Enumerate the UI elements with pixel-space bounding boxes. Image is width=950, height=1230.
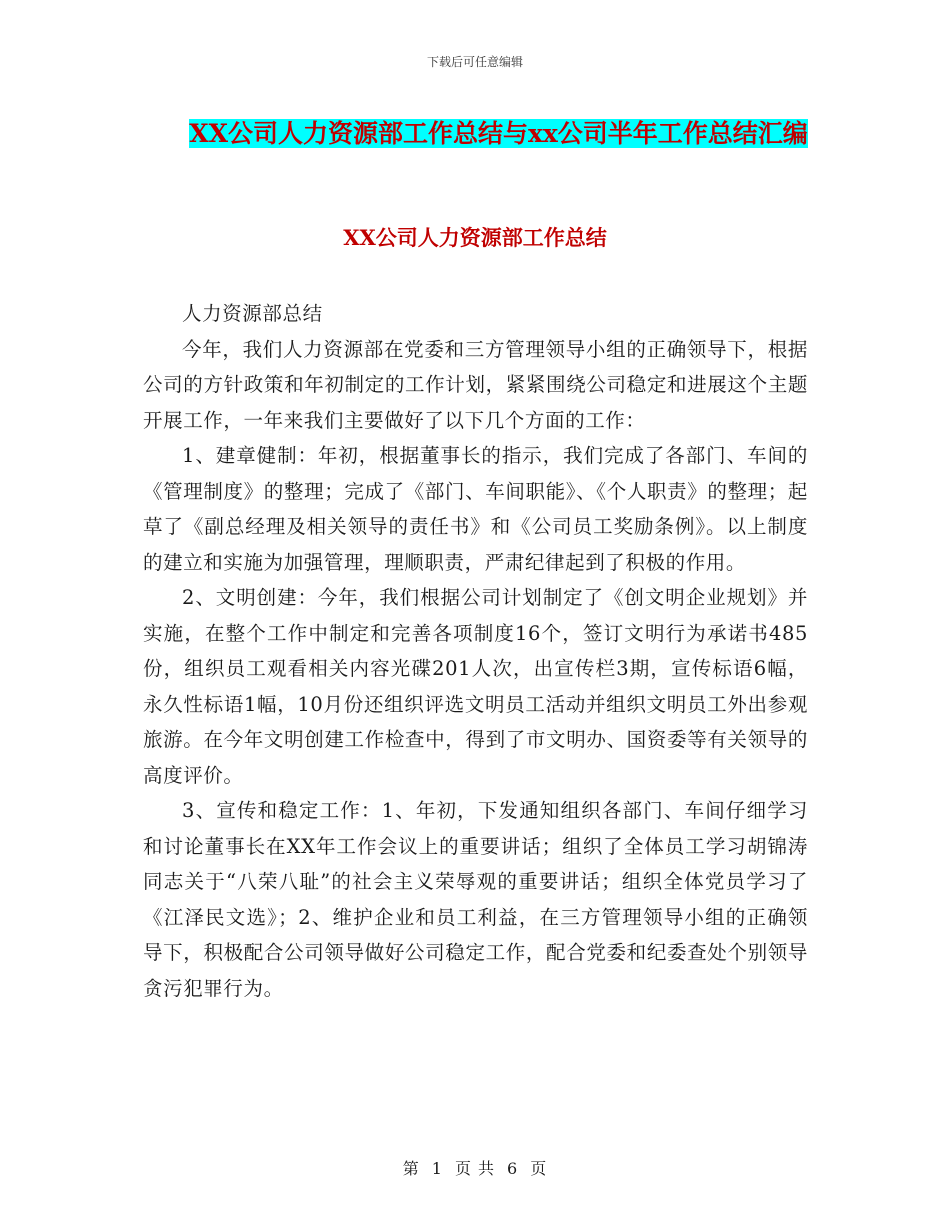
main-title [186,112,811,156]
footer-prefix: 第 [402,1159,420,1178]
paragraph-heading: 人力资源部总结 [182,302,323,325]
paragraph-intro: 今年，我们人力资源部在党委和三方管理领导小组的正确领导下，根据公司的方针政策和年初制定的工作计划，紧紧围绕公司稳定和进展这个主题开展工作，一年来我们主要做好了以下几个方面的工作： [143,337,808,432]
paragraph-item-2: 2、文明创建：今年，我们根据公司计划制定了《创文明企业规划》并实施，在整个工作中制定和完善各项制度16个，签订文明行为承诺书485份，组织员工观看相关内容光碟201人次，出宣传栏3期，宣传标语6幅，永久性标语1幅，10月份还组织评选文明员工活动并组织文明员工外出参观旅游。在今年文明创建工作检查中，得到了市文明办、国资委等有关领导的高度评价。 [143,586,808,787]
header-note: 下载后可任意编辑 [426,55,523,69]
footer-total-pages: 6 [507,1159,519,1178]
footer-page-number: 1 [431,1159,443,1178]
body-text [143,296,808,1006]
main-title-text: XX公司人力资源部工作总结与xx公司半年工作总结汇编 [189,119,808,148]
footer-suffix: 页 [530,1159,548,1178]
paragraph-item-3: 3、宣传和稳定工作：1、年初，下发通知组织各部门、车间仔细学习和讨论董事长在XX年工作会议上的重要讲话；组织了全体员工学习胡锦涛同志关于“八荣八耻”的社会主义荣辱观的重要讲话；组织全体党员学习了《江泽民文选》；2、维护企业和员工利益，在三方管理领导小组的正确领导下，积极配合公司领导做好公司稳定工作，配合党委和纪委查处个别领导贪污犯罪行为。 [143,799,808,1000]
section-title: XX公司人力资源部工作总结 [343,225,607,250]
paragraph-item-1: 1、建章健制：年初，根据董事长的指示，我们完成了各部门、车间的《管理制度》的整理；完成了《部门、车间职能》、《个人职责》的整理；起草了《副总经理及相关领导的责任书》和《公司员工奖励条例》。以上制度的建立和实施为加强管理，理顺职责，严肃纪律起到了积极的作用。 [143,444,808,574]
footer-middle: 页 共 [454,1159,496,1178]
page-footer [0,1156,950,1179]
